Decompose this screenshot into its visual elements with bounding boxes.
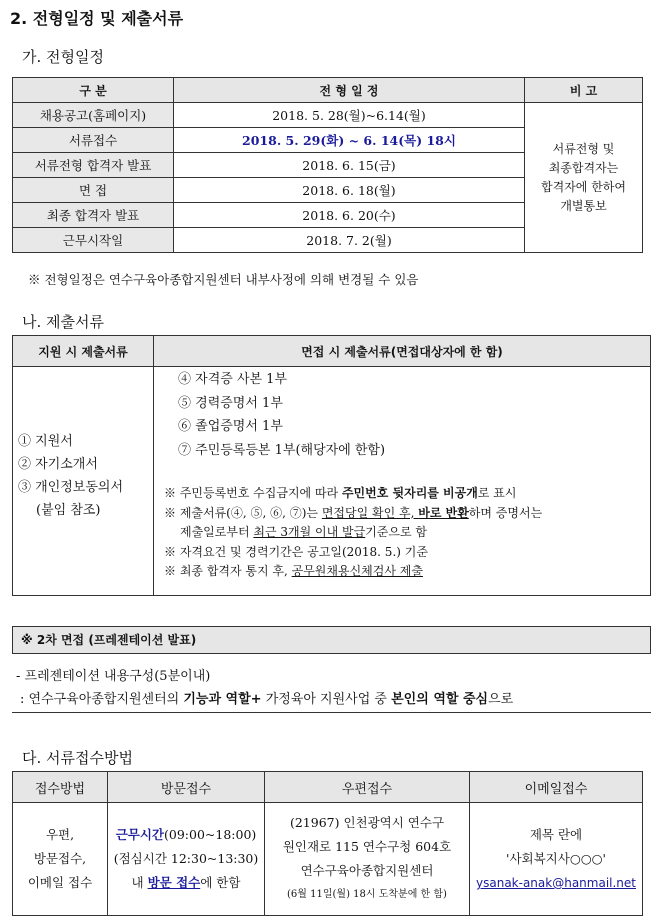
list-item: ⑥ 졸업증명서 1부 — [178, 419, 283, 434]
note-line — [164, 523, 542, 543]
documents-notes — [164, 484, 542, 582]
list-item: ⑦ 주민등록등본 1부(해당자에 한함) — [178, 442, 386, 458]
schedule-row-label: 근무시작일 — [13, 228, 174, 253]
detail-text: : 연수구육아종합지원센터의 — [20, 692, 184, 707]
schedule-row-date: 2018. 7. 2(월) — [174, 228, 525, 253]
schedule-row-label: 면 접 — [13, 178, 174, 203]
email-link[interactable]: ysanak-anak@hanmail.net — [476, 876, 636, 890]
note-text: ※ 주민등록번호 수집금지에 따라 — [164, 486, 342, 500]
mail-line: 원인재로 115 연수구청 604호 — [282, 839, 452, 854]
note-text: ※ 최종 합격자 통지 후, — [164, 564, 292, 578]
email-line: '사회복지사○○○' — [506, 851, 606, 866]
visit-text: 내 — [131, 875, 148, 890]
col-header-method: 접수방법 — [13, 772, 108, 803]
page-title: 2. 전형일정 및 제출서류 — [10, 9, 184, 28]
mail-line: 연수구육아종합지원센터 — [300, 863, 434, 878]
col-header-visit: 방문접수 — [108, 772, 265, 803]
visit-lunch: (점심시간 12:30~13:30) — [113, 851, 259, 866]
visit-hours-label: 근무시간 — [115, 827, 165, 842]
note-underline: 최근 3개월 이내 발급 — [253, 525, 366, 539]
visit-hours — [108, 823, 264, 847]
visit-text: 에 한함 — [200, 875, 241, 890]
list-item: ① 지원서 — [18, 434, 73, 449]
col-header-remark: 비 고 — [525, 78, 643, 103]
remark-line: 최종합격자는 — [548, 160, 619, 175]
presentation-detail — [20, 688, 513, 707]
schedule-row-label: 채용공고(홈페이지) — [13, 103, 174, 128]
schedule-row-label: 서류접수 — [13, 128, 174, 153]
section-heading-submission: 다. 서류접수방법 — [22, 749, 133, 767]
list-item: ③ 개인정보동의서 — [18, 480, 124, 495]
second-interview-header — [12, 626, 651, 654]
detail-emphasis: 본인의 역할 중심 — [391, 692, 489, 707]
note-line: ※ 자격요건 및 경력기간은 공고일(2018. 5.) 기준 — [164, 544, 428, 559]
visit-hours-value: (09:00~18:00) — [164, 827, 257, 842]
col-header-interview-docs: 면접 시 제출서류(면접대상자에 한 함) — [154, 336, 651, 367]
detail-emphasis: 기능과 역할+ — [183, 692, 262, 707]
mail-line: (21967) 인천광역시 연수구 — [289, 815, 445, 830]
mail-cell — [265, 803, 470, 916]
note-line — [164, 484, 542, 504]
method-line: 이메일 접수 — [27, 875, 93, 890]
visit-emphasis: 방문 접수 — [147, 875, 201, 890]
schedule-row-date-highlight: 2018. 5. 29(화) ~ 6. 14(목) 18시 — [174, 128, 525, 153]
col-header-email: 이메일접수 — [470, 772, 643, 803]
method-line: 방문접수, — [33, 851, 87, 866]
section-divider — [12, 712, 651, 713]
schedule-table — [12, 77, 643, 253]
schedule-row-label: 최종 합격자 발표 — [13, 203, 174, 228]
remark-line: 서류전형 및 — [552, 141, 615, 156]
list-item: (붙임 참조) — [36, 503, 101, 518]
detail-text: 가정육아 지원사업 중 — [261, 692, 392, 707]
method-line: 우편, — [45, 827, 75, 842]
visit-cell — [108, 803, 265, 916]
presentation-line: - 프레젠테이션 내용구성(5분이내) — [16, 669, 211, 684]
list-item: ⑤ 경력증명서 1부 — [178, 395, 283, 411]
submission-table — [12, 771, 643, 916]
section-heading-documents: 나. 제출서류 — [22, 313, 104, 331]
visit-note — [108, 871, 264, 895]
remark-line: 개별통보 — [560, 198, 607, 213]
schedule-row-date: 2018. 6. 15(금) — [174, 153, 525, 178]
col-header-category: 구 분 — [13, 78, 174, 103]
note-emphasis: 바로 반환 — [418, 505, 469, 520]
schedule-footnote: ※ 전형일정은 연수구육아종합지원센터 내부사정에 의해 변경될 수 있음 — [28, 272, 419, 287]
schedule-row-date: 2018. 6. 18(월) — [174, 178, 525, 203]
note-text: 로 표시 — [477, 486, 517, 500]
remark-line: 합격자에 한하여 — [541, 179, 626, 194]
note-text: 하며 증명서는 — [468, 505, 543, 520]
note-line — [164, 504, 542, 524]
note-text: ※ 제출서류(④, ⑤, ⑥, ⑦)는 — [164, 505, 322, 520]
note-text: 기준으로 함 — [365, 525, 427, 539]
schedule-row-date: 2018. 5. 28(월)~6.14(월) — [174, 103, 525, 128]
note-underline: 면접당일 확인 후, — [321, 505, 419, 520]
note-text: 제출일로부터 — [180, 525, 254, 539]
note-line — [164, 562, 542, 582]
method-cell — [13, 803, 108, 916]
col-header-schedule: 전 형 일 정 — [174, 78, 525, 103]
schedule-row-date: 2018. 6. 20(수) — [174, 203, 525, 228]
col-header-mail: 우편접수 — [265, 772, 470, 803]
detail-text: 으로 — [488, 692, 514, 707]
schedule-row-label: 서류전형 합격자 발표 — [13, 153, 174, 178]
list-item: ④ 자격증 사본 1부 — [178, 372, 288, 387]
schedule-remark — [525, 103, 643, 253]
section-heading-schedule: 가. 전형일정 — [22, 48, 104, 66]
apply-docs-list — [18, 430, 123, 522]
mail-deadline-note: (6월 11일(월) 18시 도착분에 한 함) — [287, 889, 447, 900]
note-emphasis: 주민번호 뒷자리를 비공개 — [341, 486, 478, 500]
note-underline: 공무원채용신체검사 제출 — [291, 564, 423, 578]
col-header-apply-docs: 지원 시 제출서류 — [13, 336, 154, 367]
email-cell — [470, 803, 643, 916]
list-item: ② 자기소개서 — [18, 457, 98, 472]
interview-docs-list — [178, 368, 385, 462]
second-interview-title: ※ 2차 면접 (프레젠테이션 발표) — [21, 633, 197, 647]
email-line: 제목 란에 — [529, 827, 583, 842]
